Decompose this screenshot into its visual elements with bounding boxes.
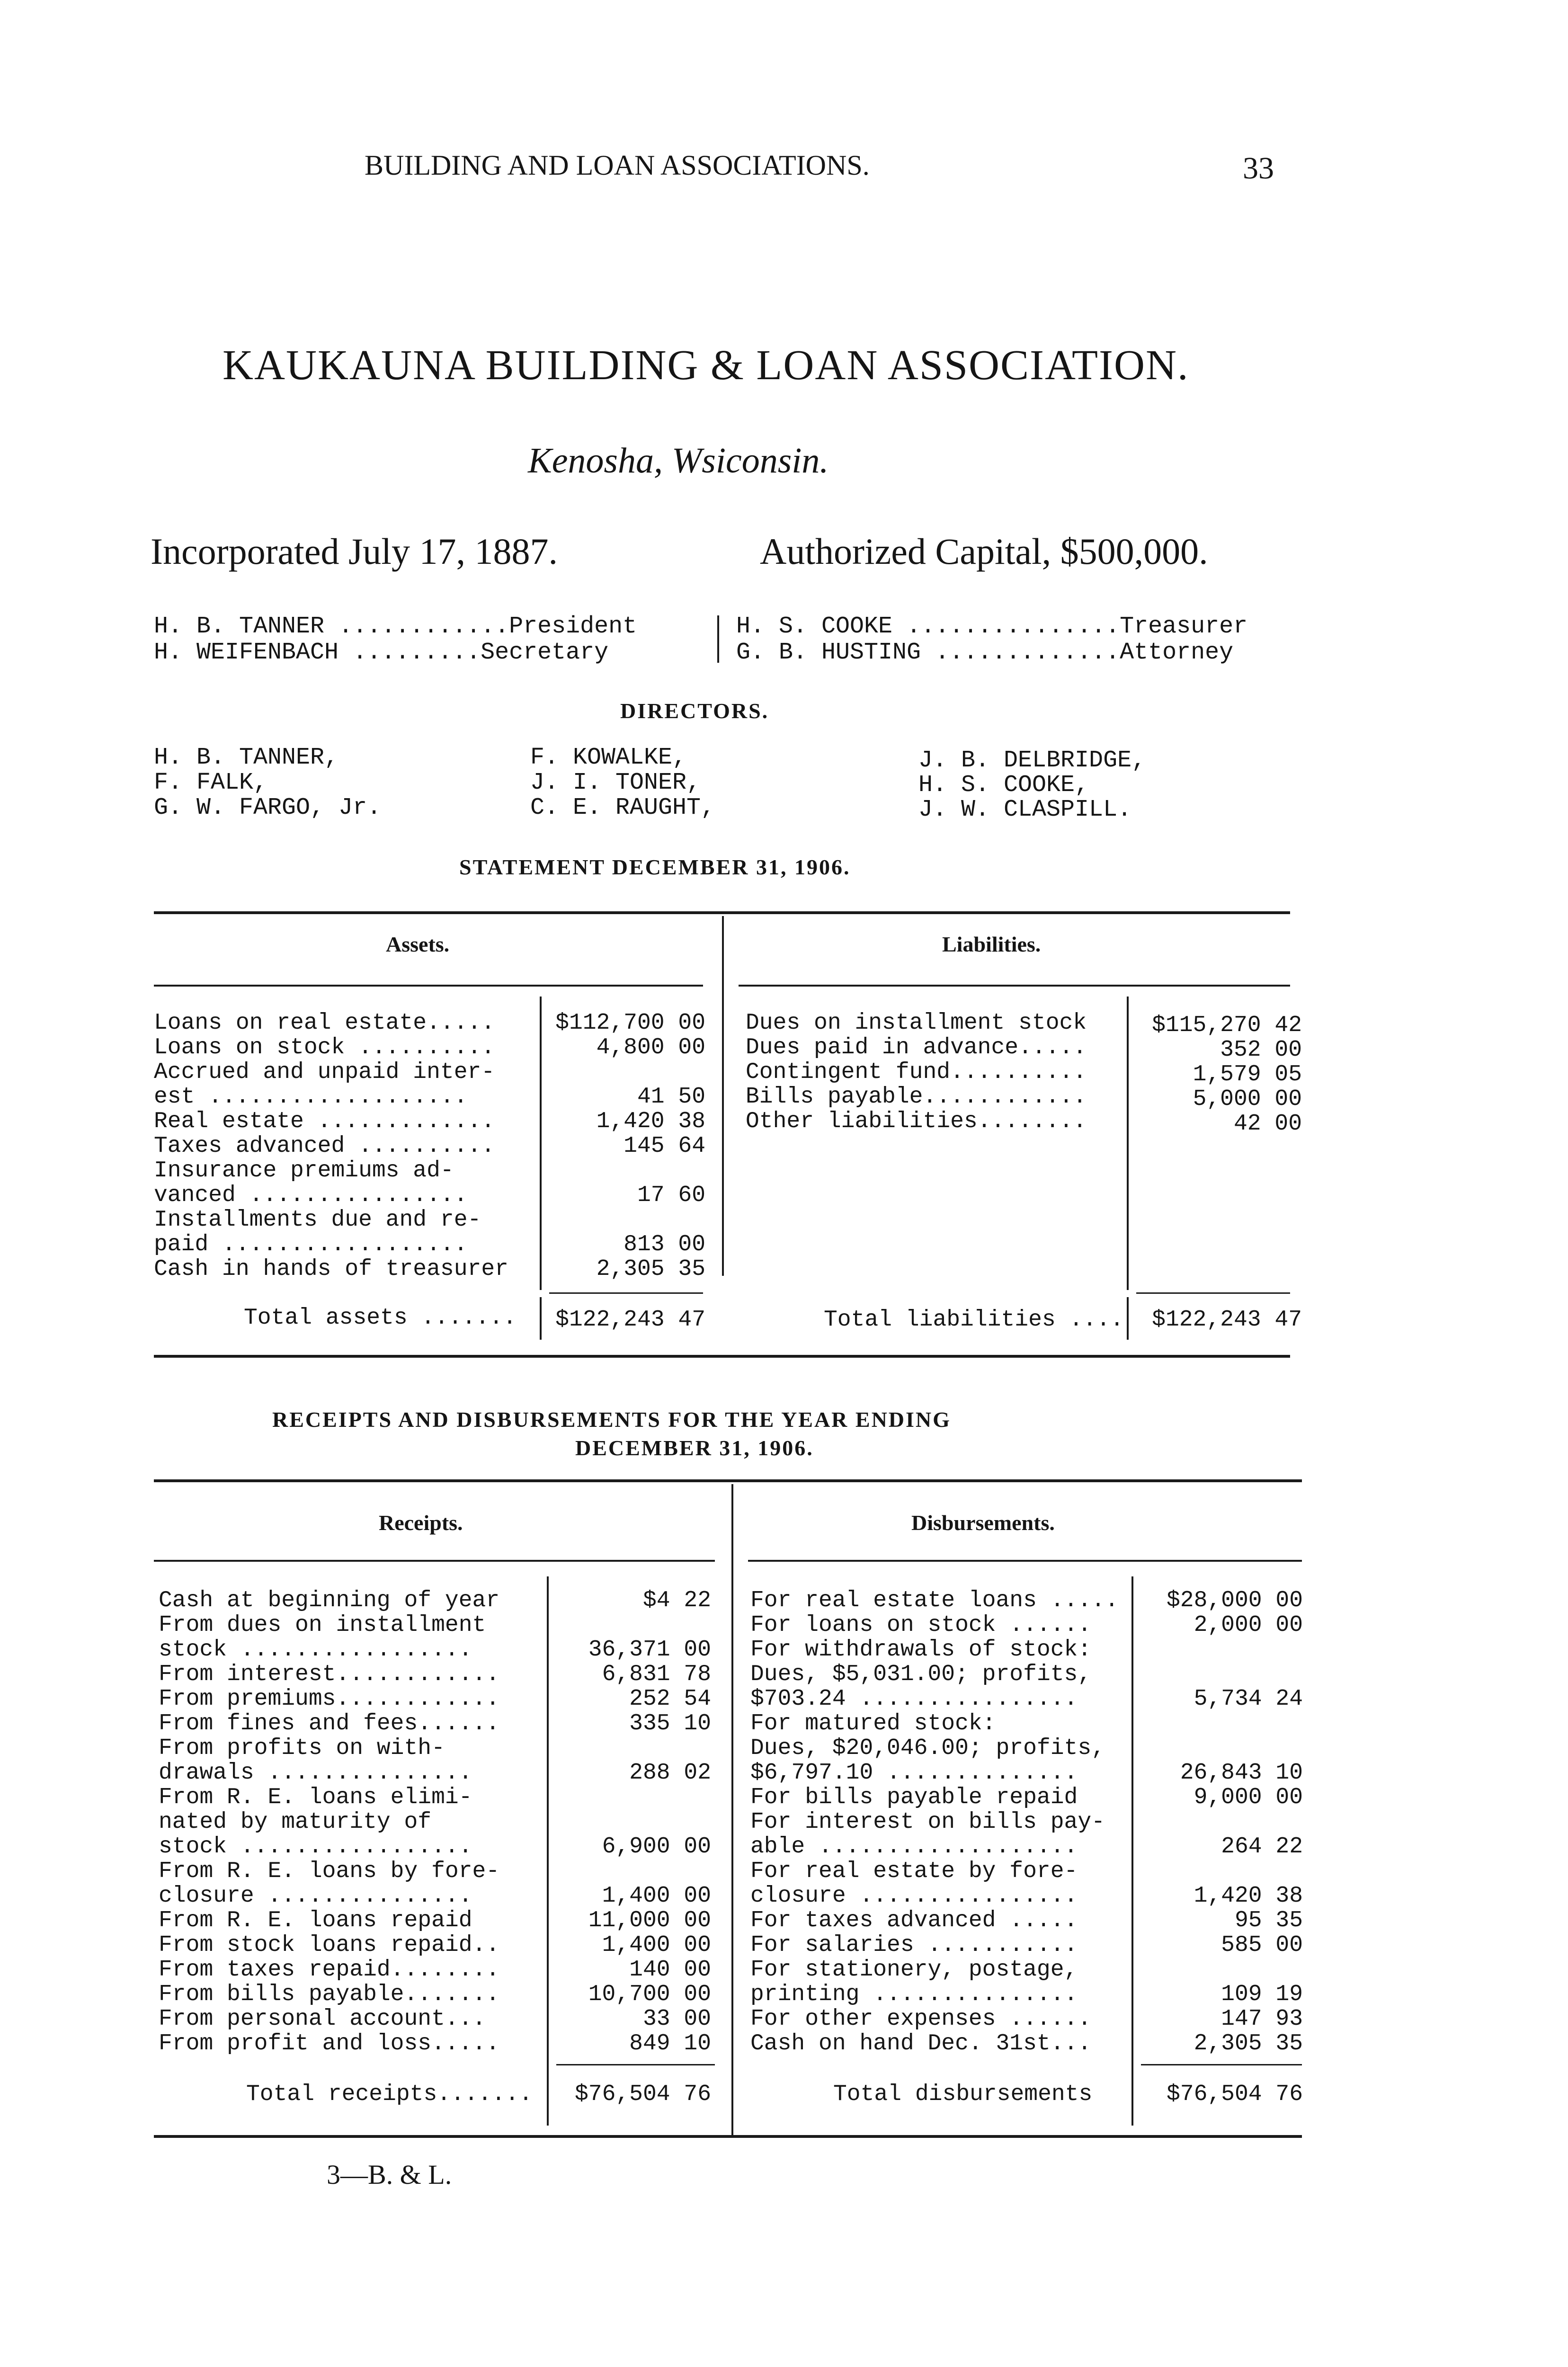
receipt-row: From interest............ xyxy=(159,1662,500,1687)
asset-row: Cash in hands of treasurer xyxy=(154,1256,508,1282)
asset-amount: 17 60 xyxy=(637,1183,705,1208)
disbursement-row: For real estate loans ..... xyxy=(750,1588,1119,1613)
liabilities-amount-rule xyxy=(1127,997,1129,1290)
liability-amount: 352 00 xyxy=(1220,1037,1302,1063)
director-2-3: C. E. RAUGHT, xyxy=(530,794,715,821)
director-1-3: G. W. FARGO, Jr. xyxy=(154,794,382,821)
director-1-2: F. FALK, xyxy=(154,769,268,796)
director-3-2: H. S. COOKE, xyxy=(918,772,1089,799)
asset-amount: $112,700 00 xyxy=(555,1010,705,1036)
disbursement-amount: 109 19 xyxy=(1221,1982,1303,2007)
liabilities-total-rule xyxy=(1136,1292,1290,1294)
disbursement-row: For interest on bills pay- xyxy=(750,1809,1105,1835)
director-3-3: J. W. CLASPILL. xyxy=(918,796,1132,823)
receipt-row: From bills payable....... xyxy=(159,1982,500,2007)
receipts-center-rule xyxy=(731,1484,733,2137)
receipts-col-heading: Receipts. xyxy=(379,1511,463,1535)
receipt-amount: 1,400 00 xyxy=(602,1883,711,1909)
disbursement-row: For taxes advanced ..... xyxy=(750,1908,1078,1933)
receipts-total-rule xyxy=(556,2064,715,2065)
liability-row: Dues on installment stock xyxy=(746,1010,1087,1036)
disbursement-amount: 95 35 xyxy=(1234,1908,1303,1933)
asset-amount: 145 64 xyxy=(624,1133,705,1159)
disbursements-col-heading: Disbursements. xyxy=(911,1511,1055,1535)
liability-amount: 1,579 05 xyxy=(1193,1062,1302,1087)
incorporated-date: Incorporated July 17, 1887. xyxy=(151,531,558,572)
disbursement-row-continued: $703.24 ................ xyxy=(750,1686,1078,1712)
disbursements-heading-rule xyxy=(748,1560,1302,1562)
receipt-row-continued: nated by maturity of xyxy=(159,1809,432,1835)
disbursement-amount: 26,843 10 xyxy=(1180,1760,1303,1786)
disbursement-row: For bills payable repaid xyxy=(750,1785,1078,1810)
disbursement-amount: 5,734 24 xyxy=(1194,1686,1303,1712)
disbursement-row: Cash on hand Dec. 31st... xyxy=(750,2031,1092,2056)
liability-row: Other liabilities........ xyxy=(746,1109,1087,1134)
asset-row: Taxes advanced .......... xyxy=(154,1133,495,1159)
receipt-amount: 335 10 xyxy=(629,1711,711,1736)
disbursement-amount: 585 00 xyxy=(1221,1932,1303,1958)
statement-bottom-rule xyxy=(154,1355,1290,1358)
disbursement-amount: 264 22 xyxy=(1221,1834,1303,1860)
receipts-bottom-rule xyxy=(154,2135,1302,2138)
asset-row: Insurance premiums ad- xyxy=(154,1158,454,1184)
statement-heading: STATEMENT DECEMBER 31, 1906. xyxy=(459,855,851,879)
footer-signature: 3—B. & L. xyxy=(327,2159,452,2190)
disbursement-amount: 9,000 00 xyxy=(1194,1785,1303,1810)
asset-row: Loans on real estate..... xyxy=(154,1010,495,1036)
officers-divider xyxy=(717,615,719,663)
asset-amount: 2,305 35 xyxy=(596,1256,705,1282)
receipts-heading-line1: RECEIPTS AND DISBURSEMENTS FOR THE YEAR ENDING xyxy=(272,1407,951,1432)
liabilities-heading-rule xyxy=(739,985,1290,987)
receipts-amount-rule xyxy=(547,1576,549,2126)
asset-row: Accrued and unpaid inter- xyxy=(154,1059,495,1085)
liabilities-total: $122,243 47 xyxy=(1152,1307,1302,1333)
receipt-amount: 10,700 00 xyxy=(588,1982,711,2007)
asset-row-continued: vanced ................ xyxy=(154,1183,468,1208)
liability-amount: $115,270 42 xyxy=(1152,1013,1302,1038)
receipt-amount: 6,831 78 xyxy=(602,1662,711,1687)
asset-amount: 41 50 xyxy=(637,1084,705,1110)
receipt-row-continued: stock ................. xyxy=(159,1637,472,1663)
asset-row: Loans on stock .......... xyxy=(154,1035,495,1060)
receipt-row-continued: closure ............... xyxy=(159,1883,472,1909)
totals-divider-left xyxy=(540,1297,542,1340)
totals-divider-right xyxy=(1127,1297,1129,1340)
officer-attorney: G. B. HUSTING .............Attorney xyxy=(736,639,1234,666)
disbursement-amount: 147 93 xyxy=(1221,2006,1303,2032)
assets-heading-rule xyxy=(154,985,703,987)
receipt-row: From profits on with- xyxy=(159,1735,445,1761)
director-2-1: F. KOWALKE, xyxy=(530,744,687,771)
liabilities-total-label: Total liabilities .... xyxy=(824,1307,1124,1333)
directors-heading: DIRECTORS. xyxy=(620,699,769,723)
liability-amount: 5,000 00 xyxy=(1193,1086,1302,1112)
asset-row-continued: paid .................. xyxy=(154,1232,468,1257)
officer-president: H. B. TANNER ............President xyxy=(154,613,637,640)
disbursement-row: For withdrawals of stock: xyxy=(750,1637,1092,1663)
receipt-row: From taxes repaid........ xyxy=(159,1957,500,1983)
receipt-amount: $4 22 xyxy=(642,1588,711,1613)
disbursement-row-continued: printing ............... xyxy=(750,1982,1078,2007)
receipts-total: $76,504 76 xyxy=(574,2082,711,2107)
association-name: KAUKAUNA BUILDING & LOAN ASSOCIATION. xyxy=(223,342,1189,389)
receipt-row-continued: stock ................. xyxy=(159,1834,472,1860)
receipt-amount: 11,000 00 xyxy=(588,1908,711,1933)
disbursements-total-rule xyxy=(1141,2064,1302,2065)
assets-total: $122,243 47 xyxy=(555,1307,705,1333)
liability-row: Dues paid in advance..... xyxy=(746,1035,1087,1060)
disbursement-row: For stationery, postage, xyxy=(750,1957,1078,1983)
disbursements-total: $76,504 76 xyxy=(1166,2082,1303,2107)
assets-heading: Assets. xyxy=(386,932,450,956)
receipt-amount: 288 02 xyxy=(629,1760,711,1786)
receipt-row: From dues on installment xyxy=(159,1612,486,1638)
asset-amount: 813 00 xyxy=(624,1232,705,1257)
disbursements-total-label: Total disbursements xyxy=(833,2082,1093,2107)
director-2-2: J. I. TONER, xyxy=(530,769,701,796)
assets-amount-rule xyxy=(540,997,542,1290)
disbursement-amount: 2,305 35 xyxy=(1194,2031,1303,2056)
receipt-row: From R. E. loans elimi- xyxy=(159,1785,472,1810)
disbursement-amount: 2,000 00 xyxy=(1194,1612,1303,1638)
statement-top-rule xyxy=(154,911,1290,914)
liability-amount: 42 00 xyxy=(1233,1111,1302,1137)
receipt-amount: 36,371 00 xyxy=(588,1637,711,1663)
receipt-row: Cash at beginning of year xyxy=(159,1588,500,1613)
receipt-row: From stock loans repaid.. xyxy=(159,1932,500,1958)
disbursement-row-continued: Dues, $20,046.00; profits, xyxy=(750,1735,1105,1761)
liability-row: Contingent fund.......... xyxy=(746,1059,1087,1085)
receipt-row-continued: drawals ............... xyxy=(159,1760,472,1786)
authorized-capital: Authorized Capital, $500,000. xyxy=(760,531,1208,572)
assets-total-rule xyxy=(549,1292,703,1294)
receipt-row: From R. E. loans repaid xyxy=(159,1908,472,1933)
receipt-amount: 252 54 xyxy=(629,1686,711,1712)
running-title: BUILDING AND LOAN ASSOCIATIONS. xyxy=(365,150,870,181)
asset-row-continued: est ................... xyxy=(154,1084,468,1110)
assets-total-label: Total assets ....... xyxy=(244,1305,517,1331)
receipt-amount: 6,900 00 xyxy=(602,1834,711,1860)
association-location: Kenosha, Wsiconsin. xyxy=(528,441,829,481)
disbursement-row: For loans on stock ...... xyxy=(750,1612,1092,1638)
disbursement-row: For matured stock: xyxy=(750,1711,996,1736)
receipts-heading-rule xyxy=(154,1560,715,1562)
disbursement-row: For salaries ........... xyxy=(750,1932,1078,1958)
liability-row: Bills payable............ xyxy=(746,1084,1087,1110)
asset-row: Installments due and re- xyxy=(154,1207,481,1233)
page-number: 33 xyxy=(1243,151,1274,186)
disbursement-row-continued: $6,797.10 .............. xyxy=(750,1760,1078,1786)
receipt-row: From R. E. loans by fore- xyxy=(159,1859,500,1884)
receipt-row: From premiums............ xyxy=(159,1686,500,1712)
disbursement-row-continued: closure ................ xyxy=(750,1883,1078,1909)
disbursement-row: For other expenses ...... xyxy=(750,2006,1092,2032)
receipt-amount: 849 10 xyxy=(629,2031,711,2056)
director-3-1: J. B. DELBRIDGE, xyxy=(918,747,1146,774)
disbursement-row: For real estate by fore- xyxy=(750,1859,1078,1884)
asset-row: Real estate ............. xyxy=(154,1109,495,1134)
receipt-amount: 33 00 xyxy=(642,2006,711,2032)
disbursements-amount-rule xyxy=(1131,1576,1133,2126)
receipts-total-label: Total receipts....... xyxy=(246,2082,533,2107)
disbursement-amount: $28,000 00 xyxy=(1166,1588,1303,1613)
officer-secretary: H. WEIFENBACH .........Secretary xyxy=(154,639,609,666)
statement-center-rule xyxy=(722,916,724,1276)
disbursement-amount: 1,420 38 xyxy=(1194,1883,1303,1909)
director-1-1: H. B. TANNER, xyxy=(154,744,339,771)
receipt-amount: 140 00 xyxy=(629,1957,711,1983)
disbursement-row-continued: Dues, $5,031.00; profits, xyxy=(750,1662,1092,1687)
receipt-row: From profit and loss..... xyxy=(159,2031,500,2056)
receipts-top-rule xyxy=(154,1479,1302,1482)
receipt-row: From fines and fees...... xyxy=(159,1711,500,1736)
asset-amount: 1,420 38 xyxy=(596,1109,705,1134)
disbursement-row-continued: able ................... xyxy=(750,1834,1078,1860)
asset-amount: 4,800 00 xyxy=(596,1035,705,1060)
receipts-heading-line2: DECEMBER 31, 1906. xyxy=(575,1436,814,1460)
receipt-row: From personal account... xyxy=(159,2006,486,2032)
receipt-amount: 1,400 00 xyxy=(602,1932,711,1958)
officer-treasurer: H. S. COOKE ...............Treasurer xyxy=(736,613,1248,640)
liabilities-heading: Liabilities. xyxy=(942,932,1041,956)
